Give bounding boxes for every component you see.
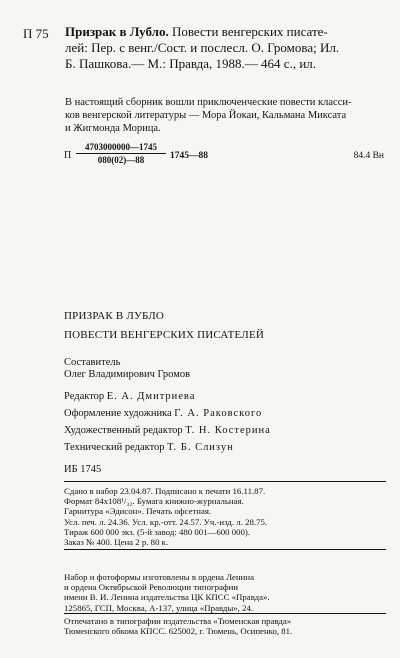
annotation-line: и Жигмонда Морица.	[65, 123, 161, 134]
tech-line: Тираж 600 000 экз. (5-й завод: 480 001—600 000).	[64, 526, 251, 537]
ib-number: ИБ 1745	[64, 464, 102, 475]
credit-role: Технический редактор	[64, 442, 165, 453]
code-prefix: П	[64, 150, 72, 161]
catalog-title: Призрак в Лубло.	[65, 24, 169, 39]
catalog-line-3: Б. Пашкова.— М.: Правда, 1988.— 464 с., ил.	[65, 56, 317, 71]
printer-line: Набор и фотоформы изготовлены в ордена Ленина	[64, 572, 254, 582]
credit-role: Редактор	[64, 391, 105, 402]
credit-name: Е. А. Дмитриева	[106, 391, 196, 402]
tech-line: Усл. печ. л. 24.36. Усл. кр.-отт. 24.57. Уч.-изд. л. 28.75.	[64, 516, 268, 527]
tech-line: Формат 84x108¹/₃₂. Бумага книжно-журнальная.	[64, 496, 244, 507]
credit-role: Оформление художника	[64, 408, 172, 419]
tech-line: Заказ № 400. Цена 2 р. 80 к.	[64, 537, 169, 548]
code-fraction	[76, 142, 166, 165]
credit-name: Т. Б. Слизун	[167, 442, 234, 453]
annotation	[65, 96, 385, 135]
credit-line	[64, 422, 271, 439]
typography-info	[64, 616, 292, 636]
book-subtitle: ПОВЕСТИ ВЕНГЕРСКИХ ПИСАТЕЛЕЙ	[64, 329, 265, 341]
compiler-name: Олег Владимирович Громов	[64, 369, 191, 380]
catalog-line-2: лей: Пер. с венг./Сост. и послесл. О. Громова; Ил.	[65, 40, 340, 55]
annotation-line: В настоящий сборник вошли приключенческие повести класси-	[65, 97, 352, 108]
compiler-label: Составитель	[64, 357, 121, 368]
credit-line	[64, 388, 271, 405]
divider	[64, 549, 386, 550]
book-title: ПРИЗРАК В ЛУБЛО	[64, 310, 165, 322]
printer-line: имени В. И. Ленина издательства ЦК КПСС «Правда».	[64, 592, 270, 603]
printer-line: и ордена Октябрьской Революции типографии	[64, 582, 239, 593]
catalog-code: П 75	[23, 26, 49, 41]
credit-line	[64, 439, 271, 456]
tech-line: Сдано в набор 23.04.87. Подписано к печати 16.11.87.	[64, 486, 266, 496]
catalog-line-1	[65, 24, 383, 40]
bbk-code: 84.4 Вн	[353, 151, 384, 161]
code-suffix: 1745—88	[170, 151, 208, 161]
credits	[64, 388, 271, 456]
credit-line	[64, 405, 271, 422]
printer-info	[64, 572, 270, 613]
credit-name: Т. Н. Костерина	[185, 425, 271, 436]
tech-line: Гарнитура «Эдисон». Печать офсетная.	[64, 506, 212, 517]
printer-line: 125865, ГСП, Москва, А-137, улица «Правды», 24.	[64, 602, 254, 613]
typography-line: Тюменского обкома КПСС. 625002, г. Тюмень, Осипенко, 81.	[64, 626, 293, 637]
divider	[64, 613, 386, 614]
credit-name: Г. А. Раковского	[174, 408, 263, 419]
credit-role: Художественный редактор	[64, 425, 183, 436]
code-numerator: 4703000000—1745	[76, 142, 166, 154]
tech-specs	[64, 486, 267, 547]
annotation-line: ков венгерской литературы — Мора Йокаи, Кальмана Миксата	[65, 110, 347, 121]
typography-line: Отпечатано в типографии издательства «Тюменская правда»	[64, 616, 292, 626]
code-denominator: 080(02)—88	[97, 155, 145, 165]
code-formula	[64, 141, 384, 173]
catalog-line-1-rest: Повести венгерских писате-	[171, 24, 328, 39]
catalog-entry	[65, 24, 383, 72]
divider	[64, 481, 386, 482]
